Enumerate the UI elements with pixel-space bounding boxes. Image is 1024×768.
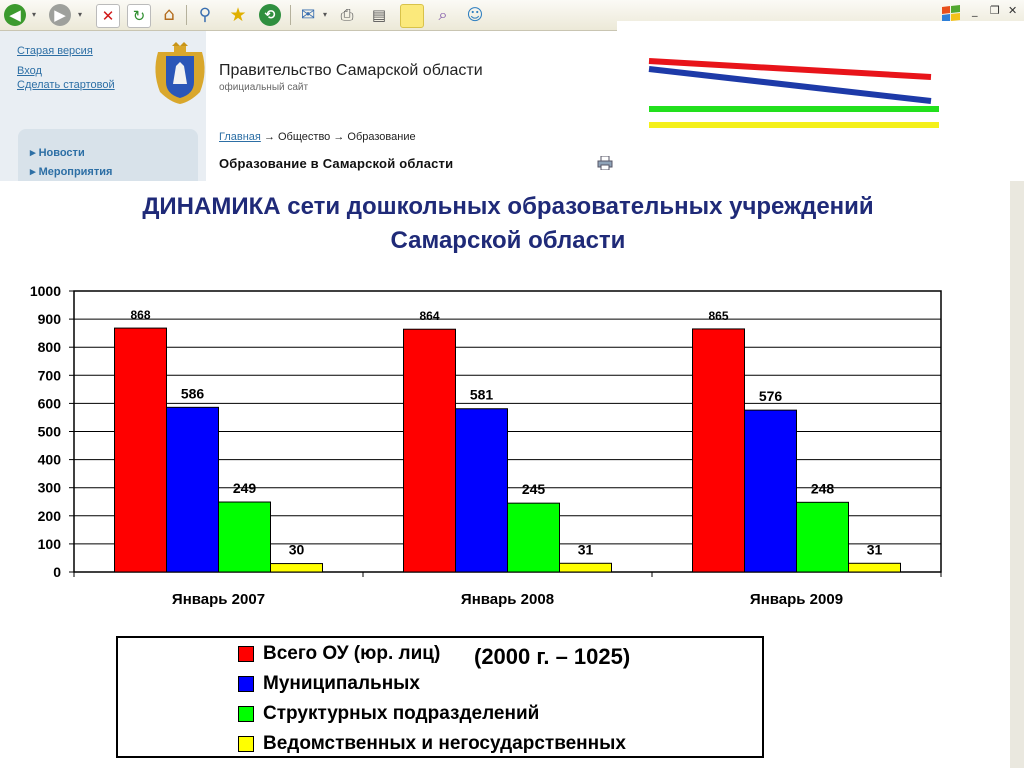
legend-item-departmental	[238, 734, 626, 754]
bar-municipal	[167, 407, 219, 572]
y-tick-label: 400	[37, 451, 61, 468]
data-label: 868	[130, 308, 151, 323]
history-icon[interactable]: ⟲	[259, 4, 281, 26]
y-tick-label: 800	[37, 339, 61, 356]
old-version-link[interactable]: Старая версия	[17, 45, 93, 57]
legend-swatch-total	[238, 646, 254, 662]
legend-swatch-departmental	[238, 736, 254, 752]
print-icon[interactable]: ⎙	[340, 5, 354, 24]
mail-icon[interactable]: ✉	[300, 4, 316, 25]
y-tick-label: 900	[37, 311, 61, 328]
favorites-icon[interactable]: ★	[229, 3, 247, 26]
messenger-icon[interactable]: ☺	[466, 5, 484, 24]
search-icon[interactable]: ⚲	[198, 4, 212, 25]
data-label: 864	[419, 309, 440, 324]
legend-label-structural: Структурных подразделений	[263, 703, 540, 724]
data-label: 245	[521, 481, 546, 498]
y-tick-label: 700	[37, 367, 61, 384]
back-icon[interactable]: ◀	[4, 4, 26, 26]
breadcrumb-education: Образование	[347, 131, 416, 143]
data-label: 576	[758, 388, 783, 405]
back-dropdown-icon[interactable]: ▾	[31, 10, 36, 19]
forward-dropdown-icon[interactable]: ▾	[77, 10, 82, 19]
bar-total	[115, 328, 167, 572]
page-heading: Образование в Самарской области	[219, 156, 454, 171]
research-icon[interactable]: ⌕	[438, 5, 448, 24]
legend-swatch-structural	[238, 706, 254, 722]
legend-item-structural	[238, 704, 539, 724]
bar-total	[404, 329, 456, 572]
bar-municipal	[745, 410, 797, 572]
menu-item-events[interactable]: ▸ Мероприятия	[30, 165, 112, 178]
data-label: 249	[232, 480, 257, 497]
forward-icon[interactable]: ▶	[49, 4, 71, 26]
chart-title-line-2: Самарской области	[390, 227, 626, 254]
chart-legend	[116, 636, 764, 758]
chart-title-line-1: ДИНАМИКА сети дошкольных образовательных учреждений	[142, 193, 874, 220]
y-tick-label: 500	[37, 423, 61, 440]
y-tick-label: 300	[37, 479, 61, 496]
breadcrumb-separator: →	[263, 131, 275, 143]
data-label: 31	[577, 541, 594, 558]
y-tick-label: 100	[37, 535, 61, 552]
legend-annotation: (2000 г. – 1025)	[474, 644, 631, 669]
breadcrumb-separator: →	[333, 131, 345, 143]
bar-departmental	[271, 564, 323, 572]
legend-swatch-municipal	[238, 676, 254, 692]
site-title: Правительство Самарской области	[219, 62, 483, 79]
bar-structural	[219, 502, 271, 572]
bar-structural	[508, 503, 560, 572]
bar-total	[693, 329, 745, 572]
close-icon[interactable]: ✕	[1008, 4, 1018, 17]
data-label: 248	[810, 480, 835, 497]
menu-item-news[interactable]: ▸ Новости	[30, 146, 85, 159]
y-tick-label: 600	[37, 395, 61, 412]
x-tick-label: Январь 2007	[171, 591, 266, 608]
refresh-icon[interactable]: ↻	[127, 4, 151, 28]
breadcrumb-home[interactable]: Главная	[219, 131, 261, 143]
x-tick-label: Январь 2008	[460, 591, 555, 608]
data-label: 581	[469, 386, 494, 403]
mail-dropdown-icon[interactable]: ▾	[322, 10, 327, 19]
data-label: 30	[288, 541, 305, 558]
site-subtitle: официальный сайт	[219, 82, 309, 93]
data-label: 865	[708, 308, 729, 323]
legend-item-municipal	[238, 674, 420, 694]
legend-label-total: Всего ОУ (юр. лиц)	[263, 643, 441, 664]
x-tick-label: Январь 2009	[749, 591, 844, 608]
make-home-link[interactable]: Сделать стартовой	[17, 79, 115, 91]
minimize-icon[interactable]: _	[972, 4, 978, 17]
y-tick-label: 1000	[29, 283, 61, 299]
home-icon[interactable]: ⌂	[163, 4, 175, 25]
bar-structural	[797, 502, 849, 572]
y-tick-label: 0	[53, 564, 61, 580]
edit-icon[interactable]: ▤	[371, 5, 387, 24]
bar-municipal	[456, 409, 508, 572]
y-tick-label: 200	[37, 507, 61, 524]
legend-label-municipal: Муниципальных	[263, 673, 420, 694]
bar-departmental	[849, 563, 901, 572]
restore-icon[interactable]: ❐	[990, 4, 1000, 17]
bar-departmental	[560, 563, 612, 572]
login-link[interactable]: Вход	[17, 65, 42, 77]
data-label: 31	[866, 541, 883, 558]
data-label: 586	[180, 385, 205, 402]
legend-item-total	[238, 644, 440, 664]
stop-icon[interactable]: ✕	[96, 4, 120, 28]
legend-label-departmental: Ведомственных и негосударственных	[263, 733, 626, 754]
breadcrumb-society: Общество	[278, 131, 331, 143]
